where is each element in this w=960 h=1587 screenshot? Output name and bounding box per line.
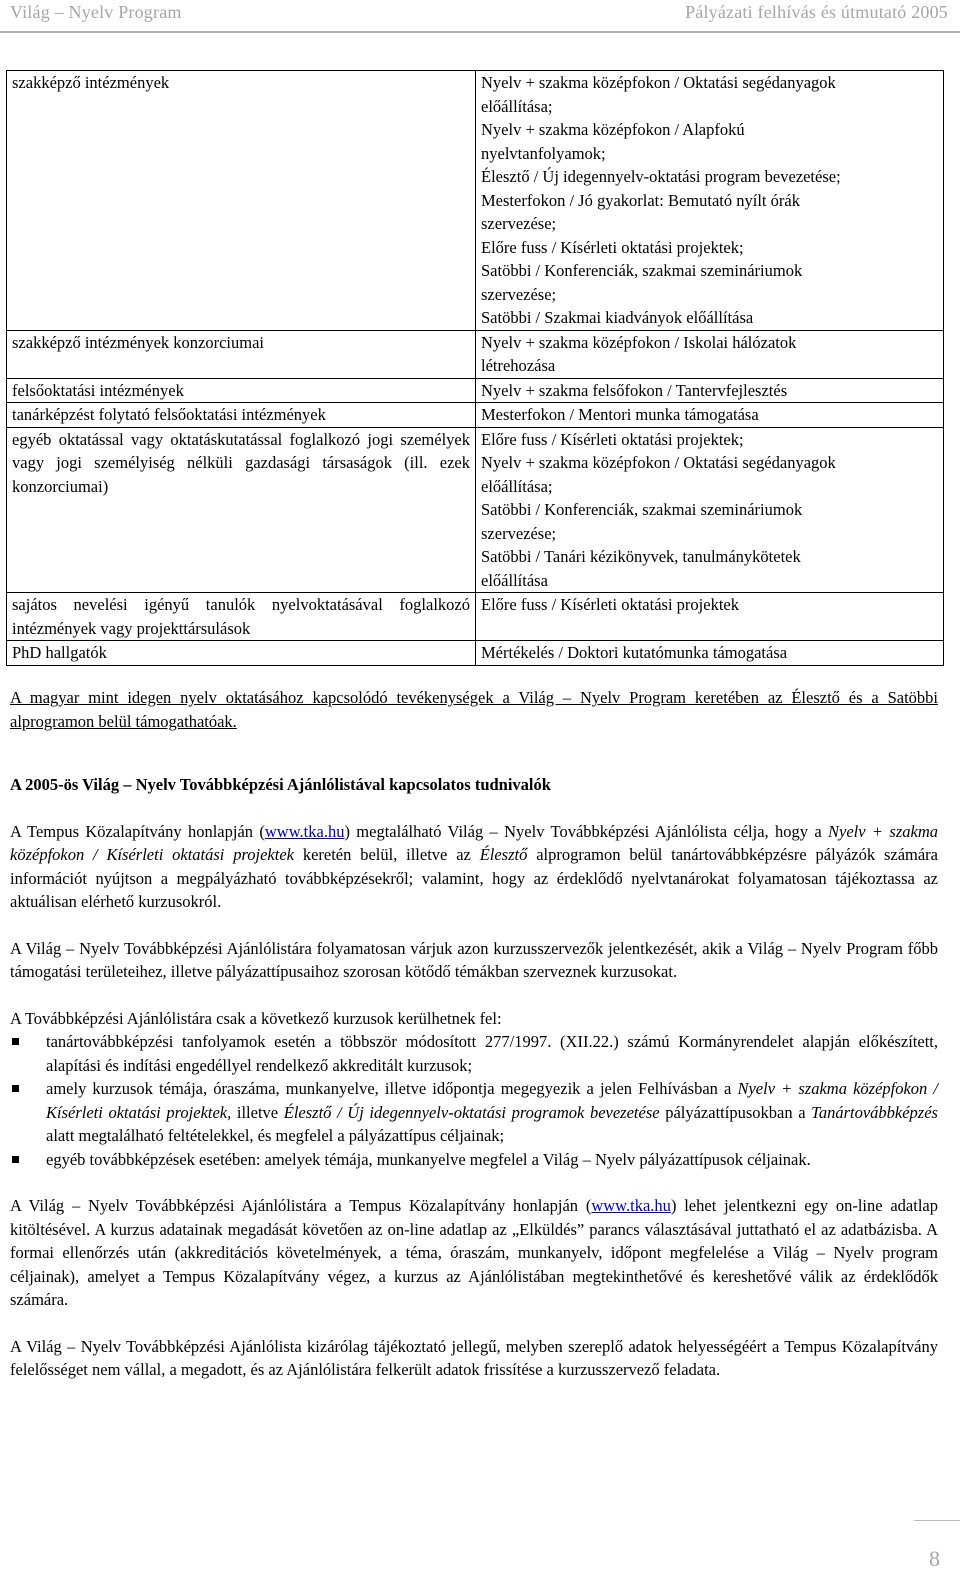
footer-rule xyxy=(914,1520,960,1521)
square-bullet-icon xyxy=(12,1038,19,1045)
institution-cell: sajátos nevelési igényű tanulók nyelvoktatásával foglalkozó intézmények vagy projekttársulások xyxy=(7,593,476,641)
header-program-title: Világ – Nyelv Program xyxy=(10,2,182,23)
text: illetve xyxy=(231,1102,284,1122)
table-row xyxy=(7,330,944,378)
running-header xyxy=(10,0,948,26)
list-item xyxy=(10,1077,938,1148)
list-item xyxy=(10,1148,938,1172)
table-row xyxy=(7,403,944,428)
program-cell: Nyelv + szakma középfokon / Oktatási segédanyagok előállítása; Nyelv + szakma középfokon / Alapfokú nyelvtanfolyamok; Élesztő / Új idegennyelv-oktatási program bevezetése; Mesterfokon / Jó gyakorlat: Bemutató nyílt órák szervezése; Előre fuss / Kísérleti oktatási projektek; Satöbbi / Konferenciák, szakmai szemináriumok szervezése; Satöbbi / Szakmai kiadványok előállítása xyxy=(476,71,944,331)
table-row xyxy=(7,378,944,403)
program-cell: Mértékelés / Doktori kutatómunka támogatása xyxy=(476,641,944,666)
square-bullet-icon xyxy=(12,1085,19,1092)
table-row xyxy=(7,593,944,641)
table-row xyxy=(7,427,944,593)
text: keretén belül, illetve az xyxy=(293,845,480,864)
institution-cell: tanárképzést folytató felsőoktatási intézmények xyxy=(7,403,476,428)
text: A Tempus Közalapítvány honlapján ( xyxy=(10,821,265,841)
tka-website-link[interactable]: www.tka.hu xyxy=(591,1196,671,1215)
list-item xyxy=(10,1030,938,1077)
text: ) lehet jelentkezni egy on-line adatlap kitöltésével. A kurzus adatainak megadását követően az on-line adatlap az „Elküldés” parancs választásával juttatható el az adatbázisba. A formai ellenőrzés után (akkreditációs követelmények, a téma, óraszám, munkanyelv, időpont megfelelése a Világ – Nyelv program céljainak), amelyet a Tempus Közalapítvány végez, a kurzus az Ajánlólistában megtekinthetővé és kereshetővé válik az érdeklődők számára. xyxy=(10,1196,938,1309)
text: A Világ – Nyelv Továbbképzési Ajánlólistára a Tempus Közalapítvány honlapján ( xyxy=(10,1196,592,1215)
text: egyéb továbbképzések esetében: amelyek témája, munkanyelve megfelel a Világ – Nyelv pályázattípusok céljainak. xyxy=(46,1149,811,1169)
text: tanártovábbképzési tanfolyamok esetén a többször módosított 277/1997. (XII.22.) számú Kormányrendelet alapján előkészített, alapítási és indítási engedéllyel rendelkező akkreditált kurzusok; xyxy=(46,1032,938,1075)
program-cell: Előre fuss / Kísérleti oktatási projektek xyxy=(476,593,944,641)
program-cell: Nyelv + szakma felsőfokon / Tantervfejlesztés xyxy=(476,378,944,403)
tka-website-link[interactable]: www.tka.hu xyxy=(264,821,345,841)
text: amely kurzusok témája, óraszáma, munkanyelve, illetve időpontja megegyezik a jelen Felhívásban a xyxy=(46,1079,738,1098)
text: alprogramon belül tanártovábbképzésre pályázók számára információt nyújtson a megpályázható továbbképzésekről; valamint, hogy az érdeklődő nyelvtanárokat folyamatosan tájékoztassa az aktuálisan elérhető kurzusokról. xyxy=(10,845,938,911)
italic-text: Tanártovábbképzés xyxy=(811,1102,938,1122)
header-document-title: Pályázati felhívás és útmutató 2005 xyxy=(685,2,948,23)
section-title: A 2005-ös Világ – Nyelv Továbbképzési Ajánlólistával kapcsolatos tudnivalók xyxy=(10,775,551,794)
paragraph-organizers: A Világ – Nyelv Továbbképzési Ajánlólistára folyamatosan várjuk azon kurzusszervezők jelentkezését, akik a Világ – Nyelv Program főbb támogatási területeihez, illetve pályázattípusaihoz szorosan kötődő témákban szerveznek kurzusokat. xyxy=(10,938,938,981)
italic-text: Élesztő xyxy=(479,845,528,864)
institution-cell: felsőoktatási intézmények xyxy=(7,378,476,403)
text: ) megtalálható Világ – Nyelv Továbbképzési Ajánlólista célja, hogy a xyxy=(344,821,829,841)
italic-text: Nyelv + szakma középfokon / Kísérleti oktatási projektek, xyxy=(46,1079,938,1122)
page-number: 8 xyxy=(929,1546,940,1571)
criteria-list xyxy=(10,1030,938,1171)
text: alatt megtalálható feltételekkel, és megfelel a pályázattípus céljainak; xyxy=(46,1126,505,1145)
text: pályázattípusokban a xyxy=(659,1102,812,1122)
institution-cell: egyéb oktatással vagy oktatáskutatással foglalkozó jogi személyek vagy jogi személyiség nélküli gazdasági társaságok (ill. ezek konzorciumai) xyxy=(7,427,476,593)
program-cell: Előre fuss / Kísérleti oktatási projektek; Nyelv + szakma középfokon / Oktatási segédanyagok előállítása; Satöbbi / Konferenciák, szakmai szemináriumok szervezése; Satöbbi / Tanári kézikönyvek, tanulmánykötetek előállítása xyxy=(476,427,944,593)
header-rule xyxy=(0,31,960,33)
table-row xyxy=(7,71,944,331)
table-row xyxy=(7,641,944,666)
square-bullet-icon xyxy=(12,1156,19,1163)
paragraph-disclaimer: A Világ – Nyelv Továbbképzési Ajánlólista kizárólag tájékoztató jellegű, melyben szereplő adatok helyességéért a Tempus Közalapítvány felelősséget nem vállal, a megadott, és az Ajánlólistára felkerült adatok frissítése a kurzusszervező feladata. xyxy=(10,1336,938,1379)
institution-cell: PhD hallgatók xyxy=(7,641,476,666)
eligibility-table xyxy=(6,70,944,666)
italic-text: Nyelv + szakma középfokon / Kísérleti oktatási projektek xyxy=(10,821,938,864)
paragraph-registration xyxy=(10,1194,938,1312)
paragraph-criteria-intro: A Továbbképzési Ajánlólistára csak a következő kurzusok kerülhetnek fel: xyxy=(10,1008,502,1028)
program-cell: Mesterfokon / Mentori munka támogatása xyxy=(476,403,944,428)
italic-text: Élesztő / Új idegennyelv-oktatási programok bevezetése xyxy=(283,1102,660,1122)
institution-cell: szakképző intézmények konzorciumai xyxy=(7,330,476,378)
institution-cell: szakképző intézmények xyxy=(7,71,476,331)
program-cell: Nyelv + szakma középfokon / Iskolai hálózatok létrehozása xyxy=(476,330,944,378)
body-content xyxy=(10,686,938,1382)
hungarian-language-note: A magyar mint idegen nyelv oktatásához kapcsolódó tevékenységek a Világ – Nyelv Program keretében az Élesztő és a Satöbbi alprogramon belül támogathatóak. xyxy=(10,688,938,731)
paragraph-purpose xyxy=(10,820,938,914)
